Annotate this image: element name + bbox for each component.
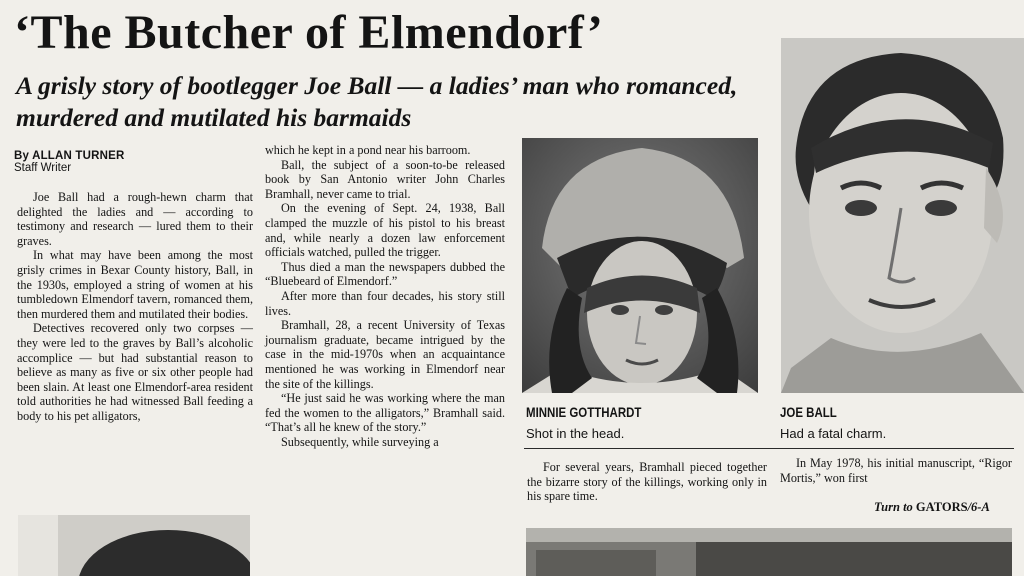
- caption-name-minnie: MINNIE GOTTHARDT: [526, 404, 642, 420]
- paragraph: “He just said he was working where the man fed the women to the alligators,” Bramhall said. “That’s all he knew of the story.”: [265, 391, 505, 435]
- column-rule: [524, 448, 1014, 449]
- caption-text-minnie: Shot in the head.: [526, 426, 625, 441]
- caption-name-joe: JOE BALL: [780, 404, 837, 420]
- partial-photo-image: [526, 528, 1012, 576]
- jump-page: /6-A: [967, 500, 990, 514]
- article-column-3: [527, 460, 767, 504]
- jump-target: GATORS: [915, 500, 968, 514]
- paragraph: Detectives recovered only two corpses — they were led to the graves by Ball’s alcoholic accomplice — but had substantial reason to believe as many as five or six other people had been slain. At least one Elmendorf-area resident told authorities he had witnessed Ball feeding a body to his pet alligators,: [17, 321, 253, 423]
- paragraph: which he kept in a pond near his barroom.: [265, 143, 471, 157]
- portrait-woman-image: [522, 138, 758, 393]
- portrait-man-image: [781, 38, 1024, 393]
- article-column-4: [780, 456, 1012, 485]
- photo-joe-ball: [781, 38, 1024, 393]
- paragraph: Joe Ball had a rough-hewn charm that delighted the ladies and — according to testimony and research — lured them to their graves.: [17, 190, 253, 248]
- byline: [14, 150, 125, 174]
- paragraph: Bramhall, 28, a recent University of Texas journalism graduate, became intrigued by the case in the mid-1970s when an acquaintance mentioned he was working in Elmendorf near the site of the killings.: [265, 318, 505, 391]
- paragraph: After more than four decades, his story still lives.: [265, 288, 505, 318]
- paragraph: For several years, Bramhall pieced together the bizarre story of the killings, working only in his spare time.: [527, 460, 767, 504]
- jump-line: [874, 500, 990, 515]
- article-column-2: [265, 143, 505, 449]
- article-column-1: [17, 190, 253, 424]
- subheadline: A grisly story of bootlegger Joe Ball — a ladies’ man who romanced, murdered and mutilated his barmaids: [16, 71, 738, 132]
- byline-author: By ALLAN TURNER: [14, 150, 125, 162]
- paragraph: Ball, the subject of a soon-to-be released book by San Antonio writer John Charles Bramhall, never came to trial.: [265, 157, 505, 201]
- paragraph: In what may have been among the most grisly crimes in Bexar County history, Ball, in the 1930s, employed a string of women at his tumbledown Elmendorf tavern, romanced them, then murdered them and mutilated their bodies.: [17, 248, 253, 321]
- partial-photo-image: [18, 515, 250, 576]
- caption-text-joe: Had a fatal charm.: [780, 426, 887, 441]
- paragraph: On the evening of Sept. 24, 1938, Ball clamped the muzzle of his pistol to his breast and, while nearly a dozen law enforcement officials watched, pulled the trigger.: [265, 201, 505, 260]
- photo-bottom-mid: [526, 528, 1012, 576]
- photo-minnie-gotthardt: [522, 138, 758, 393]
- jump-prefix: Turn to: [874, 500, 913, 514]
- paragraph: In May 1978, his initial manuscript, “Rigor Mortis,” won first: [780, 456, 1012, 485]
- paragraph: Subsequently, while surveying a: [281, 434, 439, 449]
- photo-bottom-left: [18, 515, 250, 576]
- byline-role: Staff Writer: [14, 162, 72, 174]
- headline: ‘The Butcher of Elmendorf’: [14, 6, 604, 59]
- paragraph: Thus died a man the newspapers dubbed the “Bluebeard of Elmendorf.”: [265, 259, 505, 289]
